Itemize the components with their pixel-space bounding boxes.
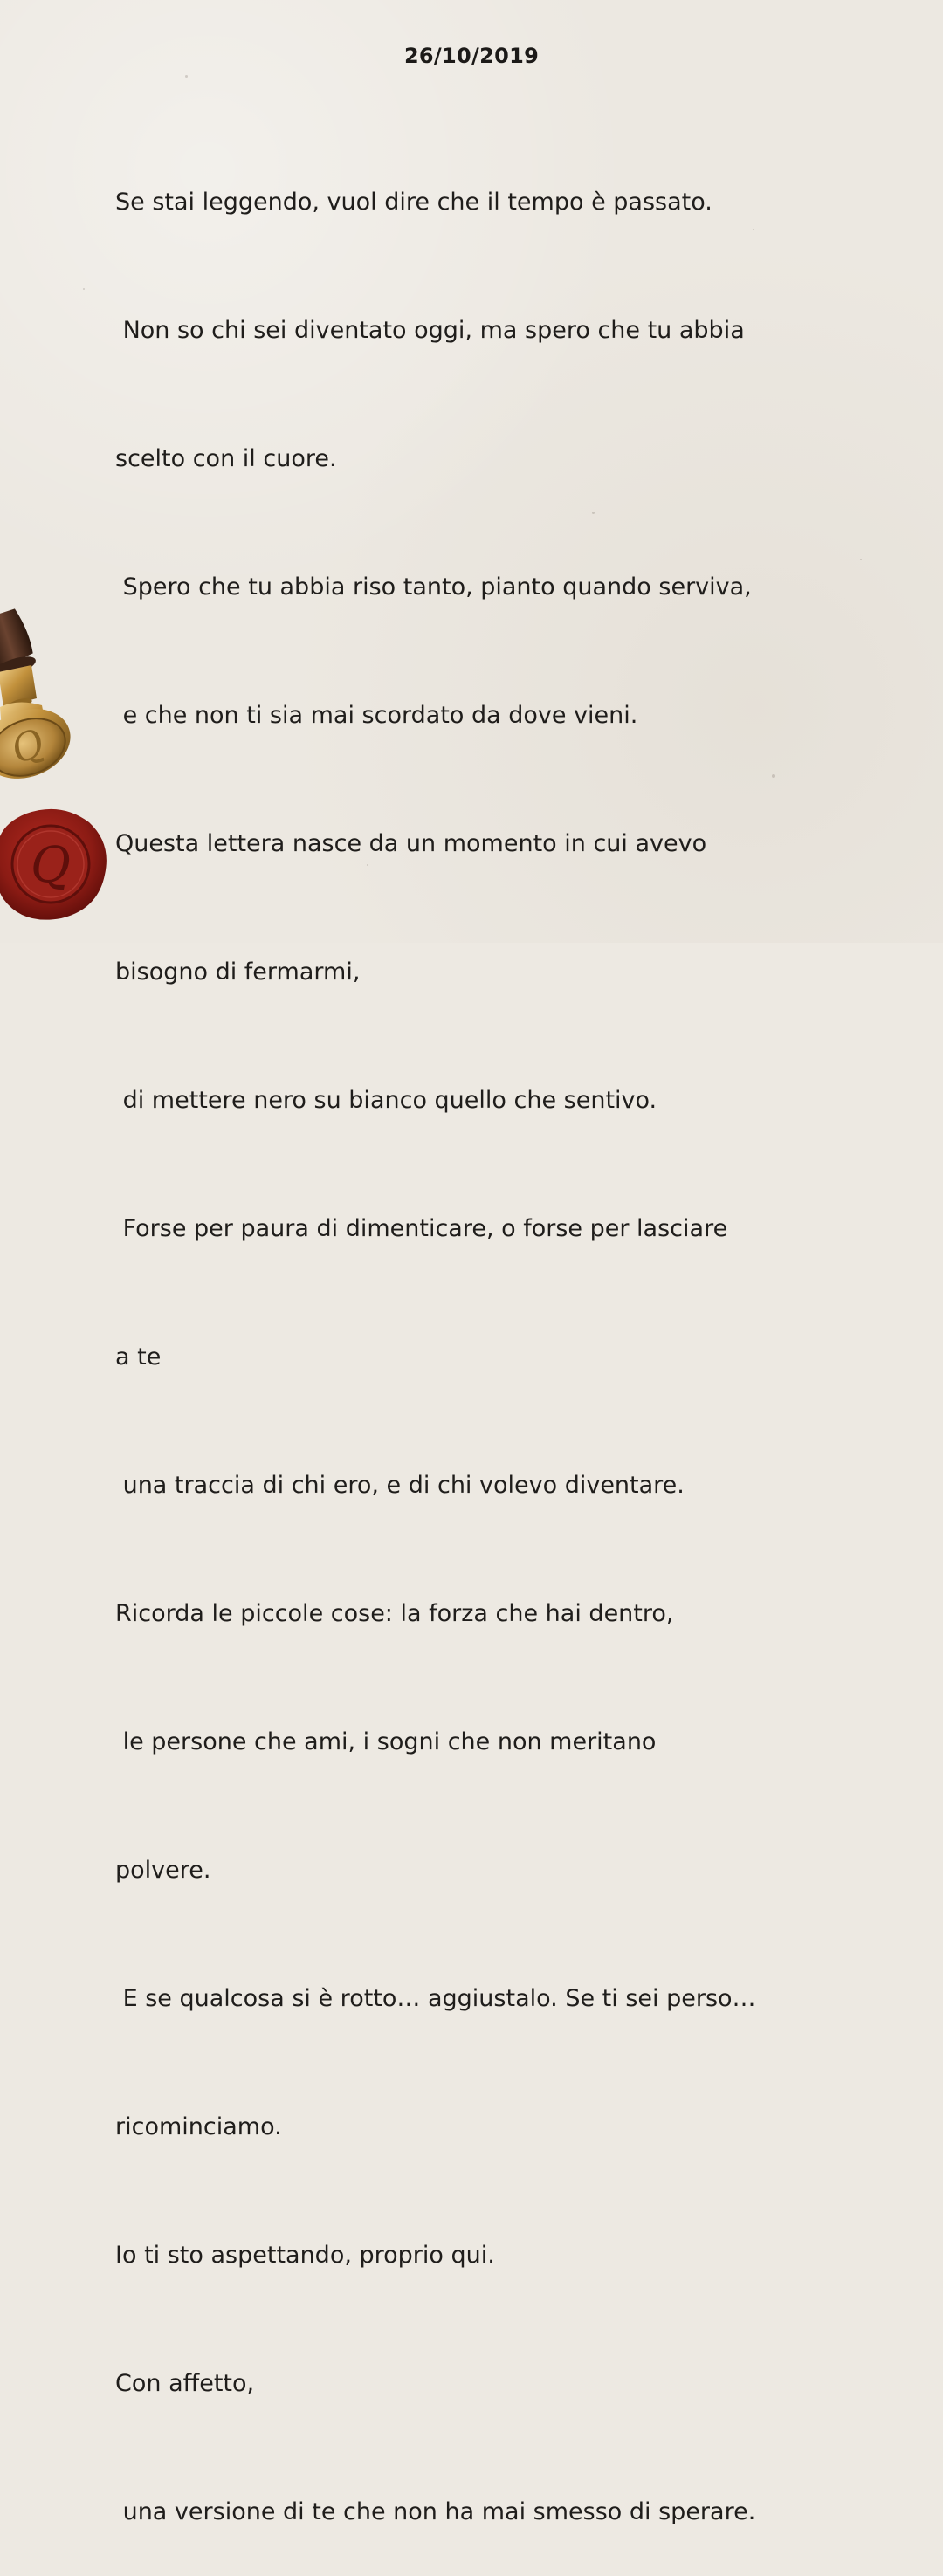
seal-monogram: Q	[31, 837, 71, 894]
letter-line: di mettere nero su bianco quello che sentivo.	[115, 1087, 657, 1114]
letter-line: le persone che ami, i sogni che non meritano	[115, 1728, 657, 1755]
letter-line: Forse per paura di dimenticare, o forse per lasciare	[115, 1215, 728, 1242]
wax-seal-stamp-icon	[0, 611, 96, 794]
letter-line: una versione di te che non ha mai smesso di sperare.	[115, 2498, 756, 2525]
letter-line: ricominciamo.	[115, 2113, 282, 2140]
letter-line: Questa lettera nasce da un momento in cui avevo	[115, 830, 707, 857]
letter-line: scelto con il cuore.	[115, 445, 337, 472]
letter-line: Spero che tu abbia riso tanto, pianto quando serviva,	[115, 574, 752, 601]
paper-speck	[83, 288, 85, 290]
stamp-monogram: Q	[5, 720, 51, 773]
letter-line: Ricorda le piccole cose: la forza che hai dentro,	[115, 1600, 674, 1627]
letter-body	[115, 95, 901, 2576]
letter-line: e che non ti sia mai scordato da dove vieni.	[115, 702, 638, 729]
letter-line: Io ti sto aspettando, proprio qui.	[115, 2242, 495, 2269]
paper-speck	[185, 75, 188, 78]
letter-date: 26/10/2019	[403, 44, 540, 68]
wax-seal-icon	[0, 801, 114, 924]
letter-line: bisogno di fermarmi,	[115, 958, 361, 986]
letter-line: a te	[115, 1343, 162, 1370]
letter-line: una traccia di chi ero, e di chi volevo diventare.	[115, 1472, 685, 1499]
letter-line: E se qualcosa si è rotto… aggiustalo. Se ti sei perso…	[115, 1985, 756, 2012]
letter-line: polvere.	[115, 1857, 211, 1884]
letter-line: Non so chi sei diventato oggi, ma spero che tu abbia	[115, 317, 745, 344]
letter-line: Con affetto,	[115, 2370, 255, 2397]
letter-line: Se stai leggendo, vuol dire che il tempo è passato.	[115, 189, 712, 216]
